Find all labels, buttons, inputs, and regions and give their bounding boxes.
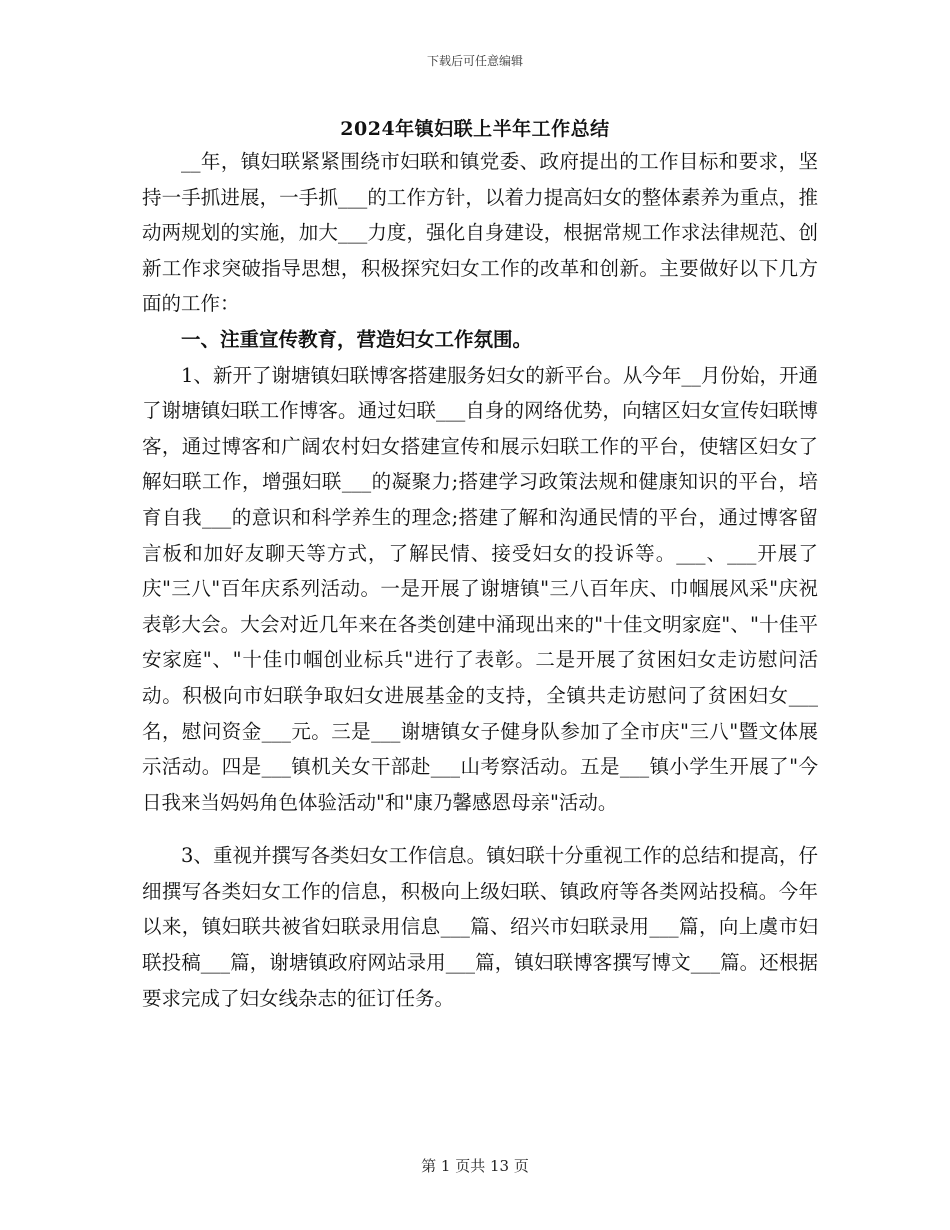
document-title: 2024年镇妇联上半年工作总结 <box>340 118 610 140</box>
body-paragraph: 1、新开了谢塘镇妇联博客搭建服务妇女的新平台。从今年__月份始，开通了谢塘镇妇联工作博客。通过妇联___自身的网络优势，向辖区妇女宣传妇联博客，通过博客和广阔农村妇女搭建宣传和展示妇联工作的平台，使辖区妇女了解妇联工作，增强妇联___的凝聚力;搭建学习政策法规和健康知识的平台，培育自我___的意识和科学养生的理念;搭建了解和沟通民情的平台，通过博客留言板和加好友聊天等方式，了解民情、接受妇女的投诉等。___、___开展了庆"三八"百年庆系列活动。一是开展了谢塘镇"三八百年庆、巾帼展风采"庆祝表彰大会。大会对近几年来在各类创建中涌现出来的"十佳文明家庭"、"十佳平安家庭"、"十佳巾帼创业标兵"进行了表彰。二是开展了贫困妇女走访慰问活动。积极向市妇联争取妇女进展基金的支持，全镇共走访慰问了贫困妇女___名，慰问资金___元。三是___谢塘镇女子健身队参加了全市庆"三八"暨文体展示活动。四是___镇机关女干部赴___山考察活动。五是___镇小学生开展了"今日我来当妈妈角色体验活动"和"康乃馨感恩母亲"活动。 <box>142 363 818 814</box>
section-heading: 一、注重宣传教育，营造妇女工作氛围。 <box>181 327 533 351</box>
page-number: 第 1 页共 13 页 <box>421 1157 529 1175</box>
page-header: 下载后可任意编辑 <box>426 54 523 68</box>
body-paragraph: 3、重视并撰写各类妇女工作信息。镇妇联十分重视工作的总结和提高，仔细撰写各类妇女工作的信息，积极向上级妇联、镇政府等各类网站投稿。今年以来，镇妇联共被省妇联录用信息___篇、绍兴市妇联录用___篇，向上虞市妇联投稿___篇，谢塘镇政府网站录用___篇，镇妇联博客撰写博文___篇。还根据要求完成了妇女线杂志的征订任务。 <box>142 844 818 1010</box>
document-body <box>142 144 818 1016</box>
intro-paragraph: __年，镇妇联紧紧围绕市妇联和镇党委、政府提出的工作目标和要求，坚持一手抓进展，一手抓___的工作方针，以着力提高妇女的整体素养为重点，推动两规划的实施，加大___力度，强化自身建设，根据常规工作求法律规范、创新工作求突破指导思想，积极探究妇女工作的改革和创新。主要做好以下几方面的工作： <box>142 150 818 316</box>
